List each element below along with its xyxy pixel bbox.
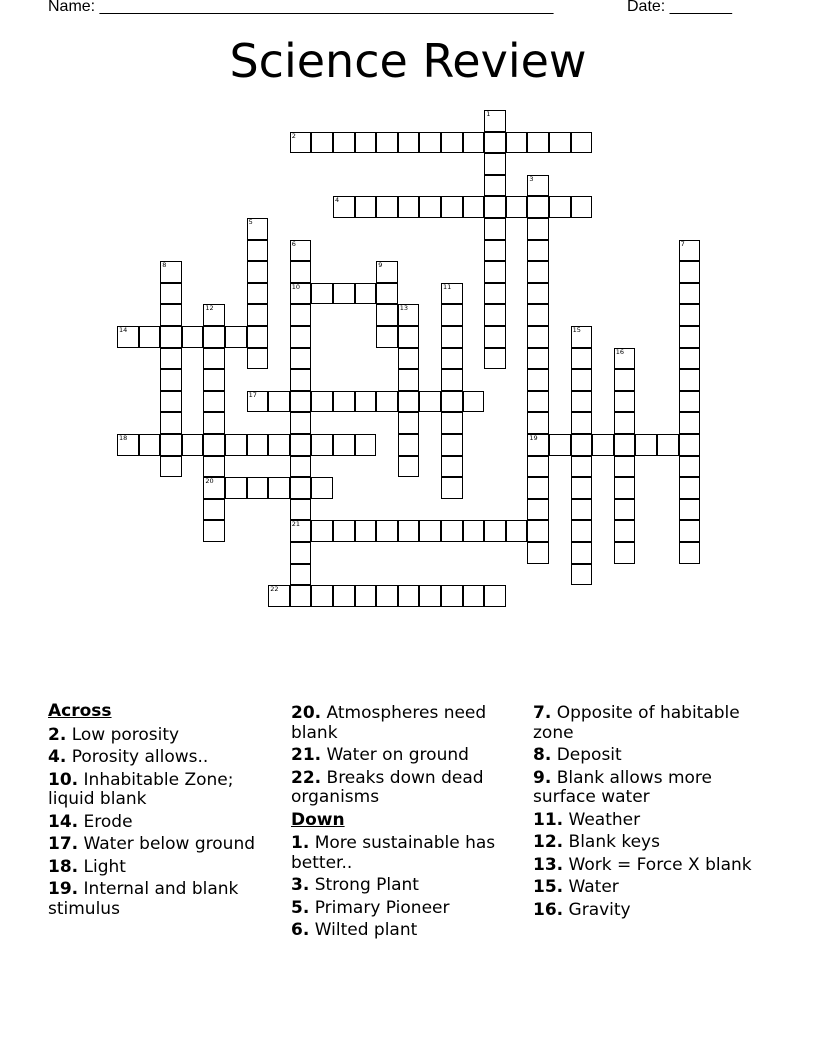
crossword-cell[interactable] <box>398 434 420 456</box>
clue-down: 11. Weather <box>533 809 641 830</box>
crossword-cell[interactable] <box>679 542 701 564</box>
crossword-cell[interactable] <box>419 520 441 542</box>
clue-number-label: 11 <box>443 282 452 291</box>
crossword-cell[interactable] <box>333 520 355 542</box>
clue-across: 4. Porosity allows.. <box>48 747 209 767</box>
crossword-cell[interactable] <box>484 520 506 542</box>
crossword-cell[interactable] <box>247 477 269 499</box>
page-title: Science Review <box>229 34 587 88</box>
crossword-cell[interactable] <box>311 391 333 413</box>
crossword-cell[interactable] <box>376 585 398 607</box>
crossword-cell[interactable] <box>614 434 636 456</box>
clue-number-label: 4 <box>335 196 340 205</box>
clue-number-label: 9 <box>378 261 383 270</box>
crossword-cell[interactable] <box>679 348 701 370</box>
crossword-cell[interactable] <box>484 304 506 326</box>
crossword-cell[interactable] <box>290 542 312 564</box>
crossword-cell[interactable] <box>311 477 333 499</box>
clue-number-label: 12 <box>205 304 214 313</box>
crossword-cell[interactable] <box>527 412 549 434</box>
crossword-cell[interactable] <box>182 326 204 348</box>
crossword-cell[interactable] <box>441 196 463 218</box>
crossword-cell[interactable] <box>614 412 636 434</box>
clue-across: 10. Inhabitable Zone; liquid blank <box>48 769 234 809</box>
crossword-cell[interactable] <box>160 434 182 456</box>
crossword-cell[interactable] <box>376 304 398 326</box>
crossword-cell[interactable] <box>290 499 312 521</box>
clue-number-label: 8 <box>162 261 167 270</box>
crossword-cell[interactable] <box>419 391 441 413</box>
crossword-cell[interactable] <box>679 412 701 434</box>
crossword-cell[interactable] <box>527 132 549 154</box>
crossword-cell[interactable] <box>527 477 549 499</box>
clue-number-label: 20 <box>205 477 214 486</box>
crossword-cell[interactable] <box>484 240 506 262</box>
clue-across: 20. Atmospheres need blank <box>291 703 487 743</box>
crossword-cell[interactable] <box>355 132 377 154</box>
crossword-cell[interactable] <box>679 304 701 326</box>
crossword-cell[interactable] <box>290 369 312 391</box>
crossword-cell[interactable] <box>333 391 355 413</box>
crossword-cell[interactable] <box>571 520 593 542</box>
crossword-cell[interactable] <box>355 391 377 413</box>
crossword-cell[interactable] <box>441 412 463 434</box>
crossword-cell[interactable] <box>290 585 312 607</box>
clue-number-label: 6 <box>291 239 296 248</box>
crossword-cell[interactable] <box>635 434 657 456</box>
crossword-cell[interactable] <box>571 132 593 154</box>
crossword-cell[interactable] <box>484 261 506 283</box>
crossword-cell[interactable] <box>376 283 398 305</box>
crossword-cell[interactable] <box>592 434 614 456</box>
crossword-cell[interactable] <box>203 456 225 478</box>
crossword-cell[interactable] <box>311 132 333 154</box>
crossword-cell[interactable] <box>484 283 506 305</box>
crossword-cell[interactable] <box>679 326 701 348</box>
crossword-cell[interactable] <box>398 369 420 391</box>
crossword-cell[interactable] <box>484 196 506 218</box>
crossword-cell[interactable] <box>268 477 290 499</box>
clue-across: 2. Low porosity <box>48 724 180 745</box>
crossword-cell[interactable] <box>160 283 182 305</box>
crossword-cell[interactable] <box>441 304 463 326</box>
clue-number-label: 1 <box>486 110 491 118</box>
clue-down: 16. Gravity <box>533 899 631 920</box>
crossword-cell[interactable] <box>679 391 701 413</box>
clue-down: 12. Blank keys <box>533 832 660 852</box>
crossword-cell[interactable] <box>311 520 333 542</box>
crossword-cell[interactable] <box>355 196 377 218</box>
crossword-cell[interactable] <box>484 175 506 197</box>
clue-number-label: 10 <box>291 282 301 291</box>
crossword-cell[interactable] <box>333 283 355 305</box>
crossword-cell[interactable] <box>333 132 355 154</box>
crossword-cell[interactable] <box>679 283 701 305</box>
clue-number-label: 22 <box>270 585 279 594</box>
clue-down: 1. More sustainable has better.. <box>291 833 496 873</box>
crossword-cell[interactable] <box>398 585 420 607</box>
crossword-cell[interactable] <box>463 196 485 218</box>
crossword-cell[interactable] <box>527 196 549 218</box>
clues-column-1 <box>48 702 278 922</box>
crossword-cell[interactable] <box>571 477 593 499</box>
crossword-cell[interactable] <box>398 520 420 542</box>
crossword-cell[interactable] <box>527 499 549 521</box>
crossword-cell[interactable] <box>376 520 398 542</box>
crossword-cell[interactable] <box>247 434 269 456</box>
crossword-cell[interactable] <box>549 132 571 154</box>
clue-down: 13. Work = Force X blank <box>533 854 752 875</box>
crossword-cell[interactable] <box>527 283 549 305</box>
crossword-cell[interactable] <box>463 391 485 413</box>
crossword-cell[interactable] <box>571 348 593 370</box>
crossword-cell[interactable] <box>311 283 333 305</box>
crossword-cell[interactable] <box>203 348 225 370</box>
crossword-cell[interactable] <box>160 369 182 391</box>
clue-number-label: 13 <box>399 304 409 313</box>
crossword-cell[interactable] <box>160 348 182 370</box>
crossword-cell[interactable] <box>484 153 506 175</box>
clue-number-label: 7 <box>680 239 685 248</box>
crossword-cell[interactable] <box>290 348 312 370</box>
crossword-cell[interactable] <box>571 434 593 456</box>
crossword-cell[interactable] <box>247 304 269 326</box>
crossword-cell[interactable] <box>225 477 247 499</box>
clue-number-label: 3 <box>529 174 534 183</box>
crossword-cell[interactable] <box>355 520 377 542</box>
crossword-cell[interactable] <box>441 585 463 607</box>
crossword-cell[interactable] <box>290 304 312 326</box>
crossword-cell[interactable] <box>268 434 290 456</box>
crossword-cell[interactable] <box>376 196 398 218</box>
crossword-cell[interactable] <box>355 283 377 305</box>
crossword-cell[interactable] <box>527 391 549 413</box>
crossword-cell[interactable] <box>290 391 312 413</box>
clue-down: 5. Primary Pioneer <box>291 897 450 918</box>
crossword-cell[interactable] <box>527 456 549 478</box>
crossword-cell[interactable] <box>441 391 463 413</box>
crossword-cell[interactable] <box>571 564 593 586</box>
date-field-label[interactable]: Date: _______ <box>627 0 732 15</box>
clue-number-label: 15 <box>572 326 581 334</box>
crossword-cell[interactable] <box>549 434 571 456</box>
crossword-cell[interactable] <box>225 434 247 456</box>
crossword-cell[interactable] <box>203 391 225 413</box>
crossword-cell[interactable] <box>484 348 506 370</box>
clues-column-2 <box>291 704 521 944</box>
clue-number-label: 21 <box>291 520 301 529</box>
crossword-cell[interactable] <box>679 434 701 456</box>
crossword-cell[interactable] <box>484 326 506 348</box>
clue-number-label: 2 <box>291 131 296 140</box>
crossword-cell[interactable] <box>463 132 485 154</box>
crossword-cell[interactable] <box>571 412 593 434</box>
crossword-cell[interactable] <box>527 326 549 348</box>
crossword-cell[interactable] <box>614 542 636 564</box>
crossword-cell[interactable] <box>527 304 549 326</box>
crossword-cell[interactable] <box>160 326 182 348</box>
crossword-cell[interactable] <box>419 132 441 154</box>
crossword-cell[interactable] <box>203 434 225 456</box>
crossword-cell[interactable] <box>398 456 420 478</box>
crossword-cell[interactable] <box>247 261 269 283</box>
clue-number-label: 14 <box>119 326 128 334</box>
crossword-cell[interactable] <box>463 585 485 607</box>
crossword-cell[interactable] <box>398 391 420 413</box>
crossword-cell[interactable] <box>182 434 204 456</box>
crossword-cell[interactable] <box>527 218 549 240</box>
crossword-cell[interactable] <box>333 585 355 607</box>
crossword-cell[interactable] <box>268 391 290 413</box>
crossword-cell[interactable] <box>139 326 161 348</box>
crossword-cell[interactable] <box>376 326 398 348</box>
crossword-cell[interactable] <box>290 456 312 478</box>
crossword-cell[interactable] <box>203 326 225 348</box>
crossword-cell[interactable] <box>290 261 312 283</box>
clue-down: 9. Blank allows more surface water <box>533 767 712 807</box>
crossword-cell[interactable] <box>614 369 636 391</box>
clue-across: 14. Erode <box>48 811 133 832</box>
clues-column-3 <box>533 704 773 923</box>
crossword-cell[interactable] <box>679 456 701 478</box>
crossword-cell[interactable] <box>571 196 593 218</box>
clue-across: 21. Water on ground <box>291 745 469 765</box>
crossword-cell[interactable] <box>571 391 593 413</box>
crossword-cell[interactable] <box>160 412 182 434</box>
crossword-cell[interactable] <box>463 520 485 542</box>
crossword-cell[interactable] <box>160 304 182 326</box>
clue-number-label: 17 <box>248 390 257 399</box>
crossword-cell[interactable] <box>679 520 701 542</box>
crossword-cell[interactable] <box>441 132 463 154</box>
clue-number-label: 18 <box>119 434 128 442</box>
crossword-cell[interactable] <box>527 348 549 370</box>
crossword-cell[interactable] <box>571 499 593 521</box>
crossword-cell[interactable] <box>441 326 463 348</box>
crossword-cell[interactable] <box>441 434 463 456</box>
crossword-cell[interactable] <box>527 240 549 262</box>
crossword-cell[interactable] <box>441 369 463 391</box>
crossword-cell[interactable] <box>247 326 269 348</box>
crossword-cell[interactable] <box>290 477 312 499</box>
crossword-cell[interactable] <box>225 326 247 348</box>
crossword-cell[interactable] <box>441 477 463 499</box>
crossword-cell[interactable] <box>506 132 528 154</box>
crossword-cell[interactable] <box>398 196 420 218</box>
crossword-cell[interactable] <box>614 477 636 499</box>
crossword-cell[interactable] <box>679 369 701 391</box>
crossword-cell[interactable] <box>571 542 593 564</box>
crossword-cell[interactable] <box>484 218 506 240</box>
crossword-cell[interactable] <box>527 542 549 564</box>
crossword-cell[interactable] <box>247 240 269 262</box>
crossword-cell[interactable] <box>203 499 225 521</box>
crossword-cell[interactable] <box>419 585 441 607</box>
crossword-cell[interactable] <box>527 520 549 542</box>
crossword-cell[interactable] <box>679 477 701 499</box>
crossword-cell[interactable] <box>419 196 441 218</box>
crossword-cell[interactable] <box>203 412 225 434</box>
crossword-cell[interactable] <box>614 499 636 521</box>
crossword-cell[interactable] <box>484 132 506 154</box>
crossword-cell[interactable] <box>203 369 225 391</box>
crossword-cell[interactable] <box>571 369 593 391</box>
crossword-cell[interactable] <box>290 326 312 348</box>
crossword-cell[interactable] <box>290 434 312 456</box>
crossword-cell[interactable] <box>549 196 571 218</box>
crossword-cell[interactable] <box>398 348 420 370</box>
crossword-cell[interactable] <box>311 434 333 456</box>
crossword-cell[interactable] <box>398 132 420 154</box>
crossword-cell[interactable] <box>527 369 549 391</box>
crossword-cell[interactable] <box>160 456 182 478</box>
clue-number-label: 5 <box>248 218 253 226</box>
crossword-cell[interactable] <box>290 564 312 586</box>
down-heading: Down <box>291 809 345 830</box>
crossword-cell[interactable] <box>571 456 593 478</box>
crossword-cell[interactable] <box>614 391 636 413</box>
crossword-cell[interactable] <box>355 434 377 456</box>
clue-down: 6. Wilted plant <box>291 920 418 940</box>
crossword-cell[interactable] <box>614 520 636 542</box>
crossword-cell[interactable] <box>160 391 182 413</box>
crossword-cell[interactable] <box>203 520 225 542</box>
crossword-cell[interactable] <box>506 196 528 218</box>
crossword-cell[interactable] <box>290 412 312 434</box>
crossword-cell[interactable] <box>247 283 269 305</box>
crossword-cell[interactable] <box>484 585 506 607</box>
crossword-cell[interactable] <box>247 348 269 370</box>
clue-across: 18. Light <box>48 856 126 877</box>
crossword-cell[interactable] <box>679 499 701 521</box>
crossword-cell[interactable] <box>679 261 701 283</box>
across-heading: Across <box>48 701 112 721</box>
clue-across: 22. Breaks down dead organisms <box>291 767 484 807</box>
clue-down: 3. Strong Plant <box>291 875 419 895</box>
crossword-cell[interactable] <box>139 434 161 456</box>
crossword-cell[interactable] <box>311 585 333 607</box>
crossword-cell[interactable] <box>376 391 398 413</box>
crossword-cell[interactable] <box>614 456 636 478</box>
clue-down: 7. Opposite of habitable zone <box>533 703 740 743</box>
crossword-cell[interactable] <box>441 456 463 478</box>
clue-number-label: 19 <box>529 434 538 442</box>
crossword-cell[interactable] <box>506 520 528 542</box>
crossword-cell[interactable] <box>376 132 398 154</box>
crossword-cell[interactable] <box>657 434 679 456</box>
clue-across: 19. Internal and blank stimulus <box>48 879 239 919</box>
clue-down: 8. Deposit <box>533 745 622 765</box>
crossword-cell[interactable] <box>527 261 549 283</box>
crossword-cell[interactable] <box>441 348 463 370</box>
crossword-cell[interactable] <box>333 434 355 456</box>
crossword-cell[interactable] <box>398 326 420 348</box>
crossword-cell[interactable] <box>398 412 420 434</box>
clue-down: 15. Water <box>533 877 619 897</box>
crossword-cell[interactable] <box>355 585 377 607</box>
name-field-label[interactable]: Name: ___________________________________________________ <box>48 0 554 15</box>
crossword-cell[interactable] <box>441 520 463 542</box>
clue-across: 17. Water below ground <box>48 834 256 854</box>
clue-number-label: 16 <box>615 347 625 356</box>
